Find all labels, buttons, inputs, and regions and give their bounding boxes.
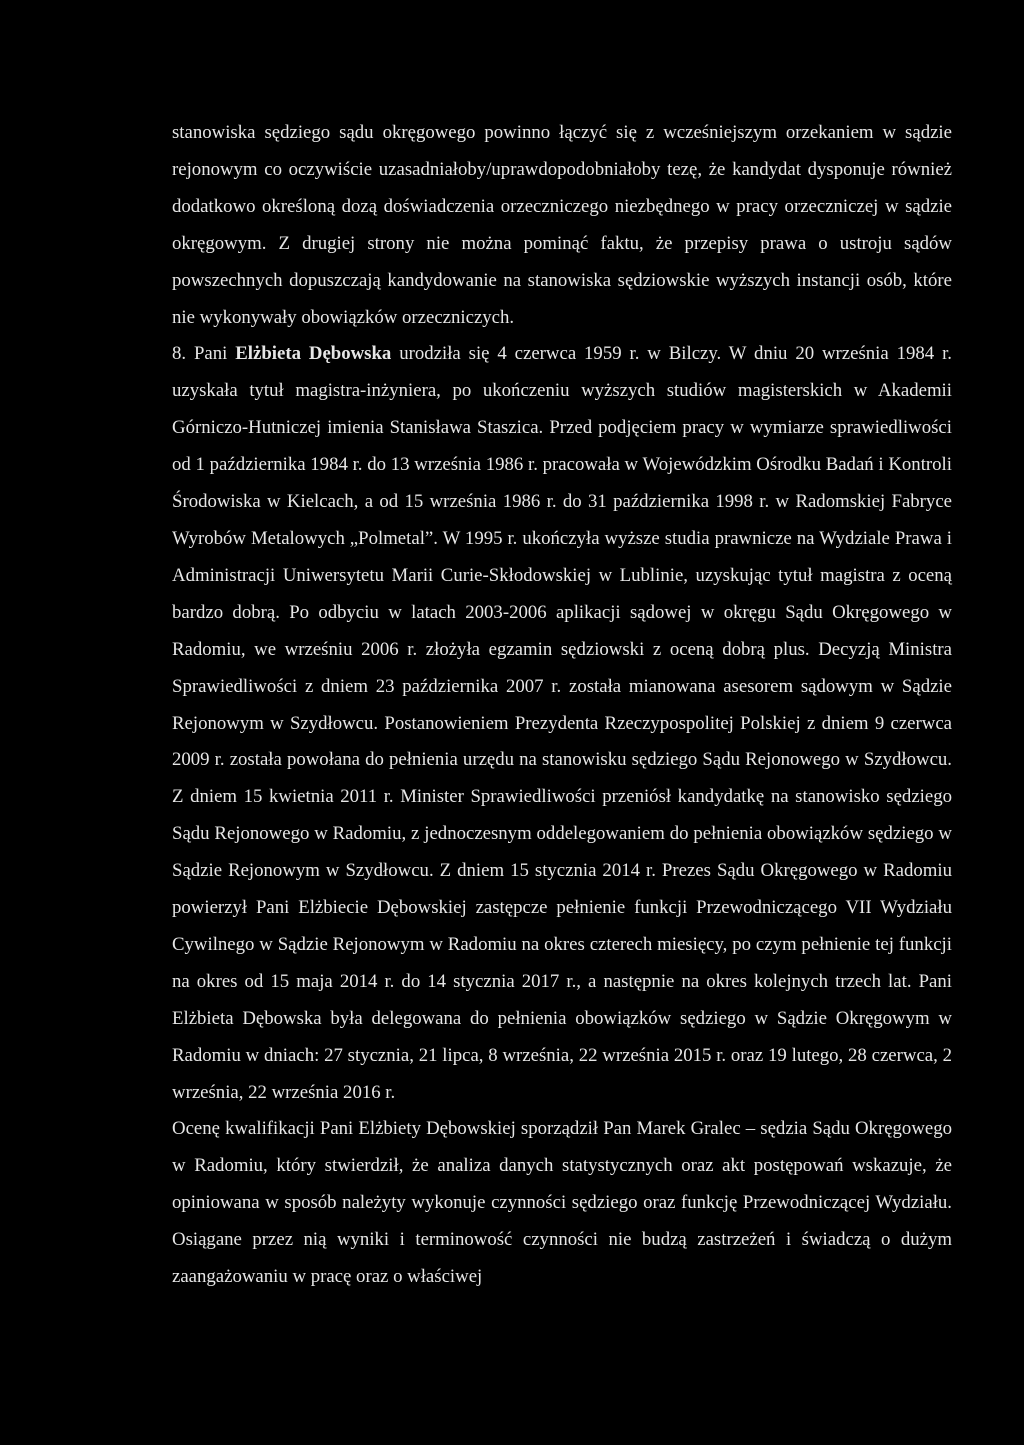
paragraph-number: 8.	[172, 343, 187, 365]
paragraph-continuation: stanowiska sędziego sądu okręgowego powinno łączyć się z wcześniejszym orzekaniem w sądzie rejonowym co oczywiście uzasadniałoby/uprawdopodobniałoby tezę, że kandydat dysponuje również dodatkowo określoną dozą doświadczenia orzeczniczego niezbędnego w pracy orzeczniczej w sądzie okręgowym. Z drugiej strony nie można pominąć faktu, że przepisy prawa o ustroju sądów powszechnych dopuszczają kandydowanie na stanowiska sędziowskie wyższych instancji osób, które nie wykonywały obowiązków orzeczniczych.	[172, 122, 952, 328]
paragraph-qualification-assessment: Ocenę kwalifikacji Pani Elżbiety Dębowskiej sporządził Pan Marek Gralec – sędzia Sądu Okręgowego w Radomiu, który stwierdził, że analiza danych statystycznych oraz akt postępowań wskazuje, że opiniowana w sposób należyty wykonuje czynności sędziego oraz funkcję Przewodniczącej Wydziału. Osiągane przez nią wyniki i terminowość czynności nie budzą zastrzeżeń i świadczą o dużym zaangażowaniu w pracę oraz o właściwej	[172, 1118, 952, 1288]
candidate-biography: urodziła się 4 czerwca 1959 r. w Bilczy. W dniu 20 września 1984 r. uzyskała tytuł magistra-inżyniera, po ukończeniu wyższych studiów magisterskich w Akademii Górniczo-Hutniczej imienia Stanisława Staszica. Przed podjęciem pracy w wymiarze sprawiedliwości od 1 października 1984 r. do 13 września 1986 r. pracowała w Wojewódzkim Ośrodku Badań i Kontroli Środowiska w Kielcach, a od 15 września 1986 r. do 31 października 1998 r. w Radomskiej Fabryce Wyrobów Metalowych „Polmetal”. W 1995 r. ukończyła wyższe studia prawnicze na Wydziale Prawa i Administracji Uniwersytetu Marii Curie-Skłodowskiej w Lublinie, uzyskując tytuł magistra z oceną bardzo dobrą. Po odbyciu w latach 2003-2006 aplikacji sądowej w okręgu Sądu Okręgowego w Radomiu, we wrześniu 2006 r. złożyła egzamin sędziowski z oceną dobrą plus. Decyzją Ministra Sprawiedliwości z dniem 23 października 2007 r. została mianowana asesorem sądowym w Sądzie Rejonowym w Szydłowcu. Postanowieniem Prezydenta Rzeczypospolitej Polskiej z dniem 9 czerwca 2009 r. została powołana do pełnienia urzędu na stanowisku sędziego Sądu Rejonowego w Szydłowcu. Z dniem 15 kwietnia 2011 r. Minister Sprawiedliwości przeniósł kandydatkę na stanowisko sędziego Sądu Rejonowego w Radomiu, z jednoczesnym oddelegowaniem do pełnienia obowiązków sędziego w Sądzie Rejonowym w Szydłowcu. Z dniem 15 stycznia 2014 r. Prezes Sądu Okręgowego w Radomiu powierzył Pani Elżbiecie Dębowskiej zastępcze pełnienie funkcji Przewodniczącego VII Wydziału Cywilnego w Sądzie Rejonowym w Radomiu na okres czterech miesięcy, po czym pełnienie tej funkcji na okres od 15 maja 2014 r. do 14 stycznia 2017 r., a następnie na okres kolejnych trzech lat. Pani Elżbieta Dębowska była delegowana do pełnienia obowiązków sędziego w Sądzie Okręgowym w Radomiu w dniach: 27 stycznia, 21 lipca, 8 września, 22 września 2015 r. oraz 19 lutego, 28 czerwca, 2 września, 22 września 2016 r.	[172, 343, 952, 1103]
candidate-prefix: Pani	[193, 343, 228, 365]
paragraph-candidate-8	[172, 336, 952, 1111]
candidate-name: Elżbieta Dębowska	[235, 343, 392, 365]
document-page	[172, 115, 952, 1296]
